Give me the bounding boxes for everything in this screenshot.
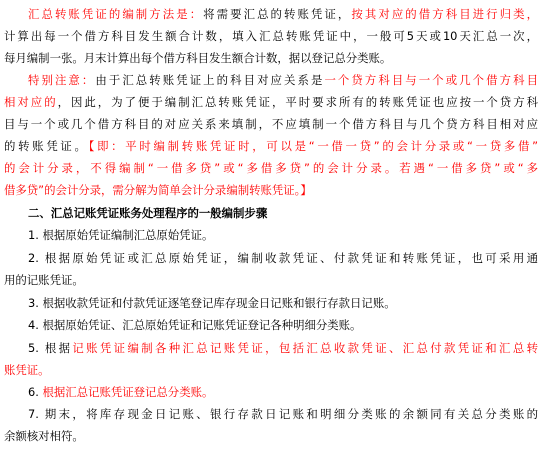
step-item	[4, 384, 538, 401]
highlight-text: 按其对应的借方科目进行归类，	[351, 7, 538, 21]
paragraph-line: 借多贷”的会计分录，需分解为简单会计分录编制转账凭证。】	[4, 183, 312, 197]
step-number: 5. 根据	[28, 341, 73, 355]
section-heading: 二、汇总记账凭证账务处理程序的一般编制步骤	[28, 206, 268, 220]
highlight-text: 根据汇总记账凭证登记总分类账。	[42, 385, 214, 399]
step-item: 3. 根据收款凭证和付款凭证逐笔登记库存现金日记账和银行存款日记账。	[28, 296, 396, 310]
step-item-continuation: 账凭证。	[4, 363, 50, 377]
highlight-text: 【即：平时编制转账凭证时，可以是“一借一贷”的会计分录或“一贷多借”	[88, 139, 538, 153]
step-item: 1. 根据原始凭证编制汇总原始凭证。	[28, 228, 214, 242]
body-text: 将需要汇总的转账凭证，	[203, 7, 352, 21]
step-item	[4, 340, 538, 357]
paragraph-line: 目与一个或几个借方科目的对应关系来填制，不应填制一个借方科目与几个贷方科目相对应	[4, 117, 538, 131]
term-heading: 汇总转账凭证的编制方法是：	[28, 7, 204, 21]
paragraph-line	[4, 6, 538, 23]
step-number: 6.	[28, 385, 43, 399]
paragraph-line	[4, 72, 538, 89]
body-text: 由于汇总转账凭证上的科目对应关系是	[95, 73, 325, 87]
highlight-text: 一个贷方科目与一个或几个借方科目	[324, 73, 538, 87]
paragraph-line: 每月编制一张。月末计算出每个借方科目发生额合计数，据以登记总分类账。	[4, 51, 392, 65]
step-item-continuation: 余额核对相符。	[4, 429, 84, 443]
paragraph-line: 计算出每一个借方科目发生额合计数，填入汇总转账凭证中，一般可5天或10天汇总一次，	[4, 29, 538, 43]
highlight-text: 记账凭证编制各种汇总记账凭证，包括汇总收款凭证、汇总付款凭证和汇总转	[72, 341, 538, 355]
body-text: ，因此，为了便于编制汇总转账凭证，平时要求所有的转账凭证也应按一个贷方科	[57, 95, 538, 109]
paragraph-line: 的会计分录，不得编制“一借多贷”或“多借多贷”的会计分录。若遇“一借多贷”或“多	[4, 161, 538, 175]
step-item: 2. 根据原始凭证或汇总原始凭证，编制收款凭证、付款凭证和转账凭证，也可采用通	[28, 251, 538, 265]
step-item: 7. 期末，将库存现金日记账、银行存款日记账和明细分类账的余额同有关总分类账的	[28, 407, 538, 421]
step-item: 4. 根据原始凭证、汇总原始凭证和记账凭证登记各种明细分类账。	[28, 318, 362, 332]
paragraph-line	[4, 94, 538, 111]
step-item-continuation: 用的记账凭证。	[4, 273, 84, 287]
body-text: 的转账凭证。	[4, 139, 89, 153]
paragraph-line	[4, 138, 538, 155]
note-label: 特别注意：	[28, 73, 96, 87]
highlight-text: 相对应的	[4, 95, 58, 109]
